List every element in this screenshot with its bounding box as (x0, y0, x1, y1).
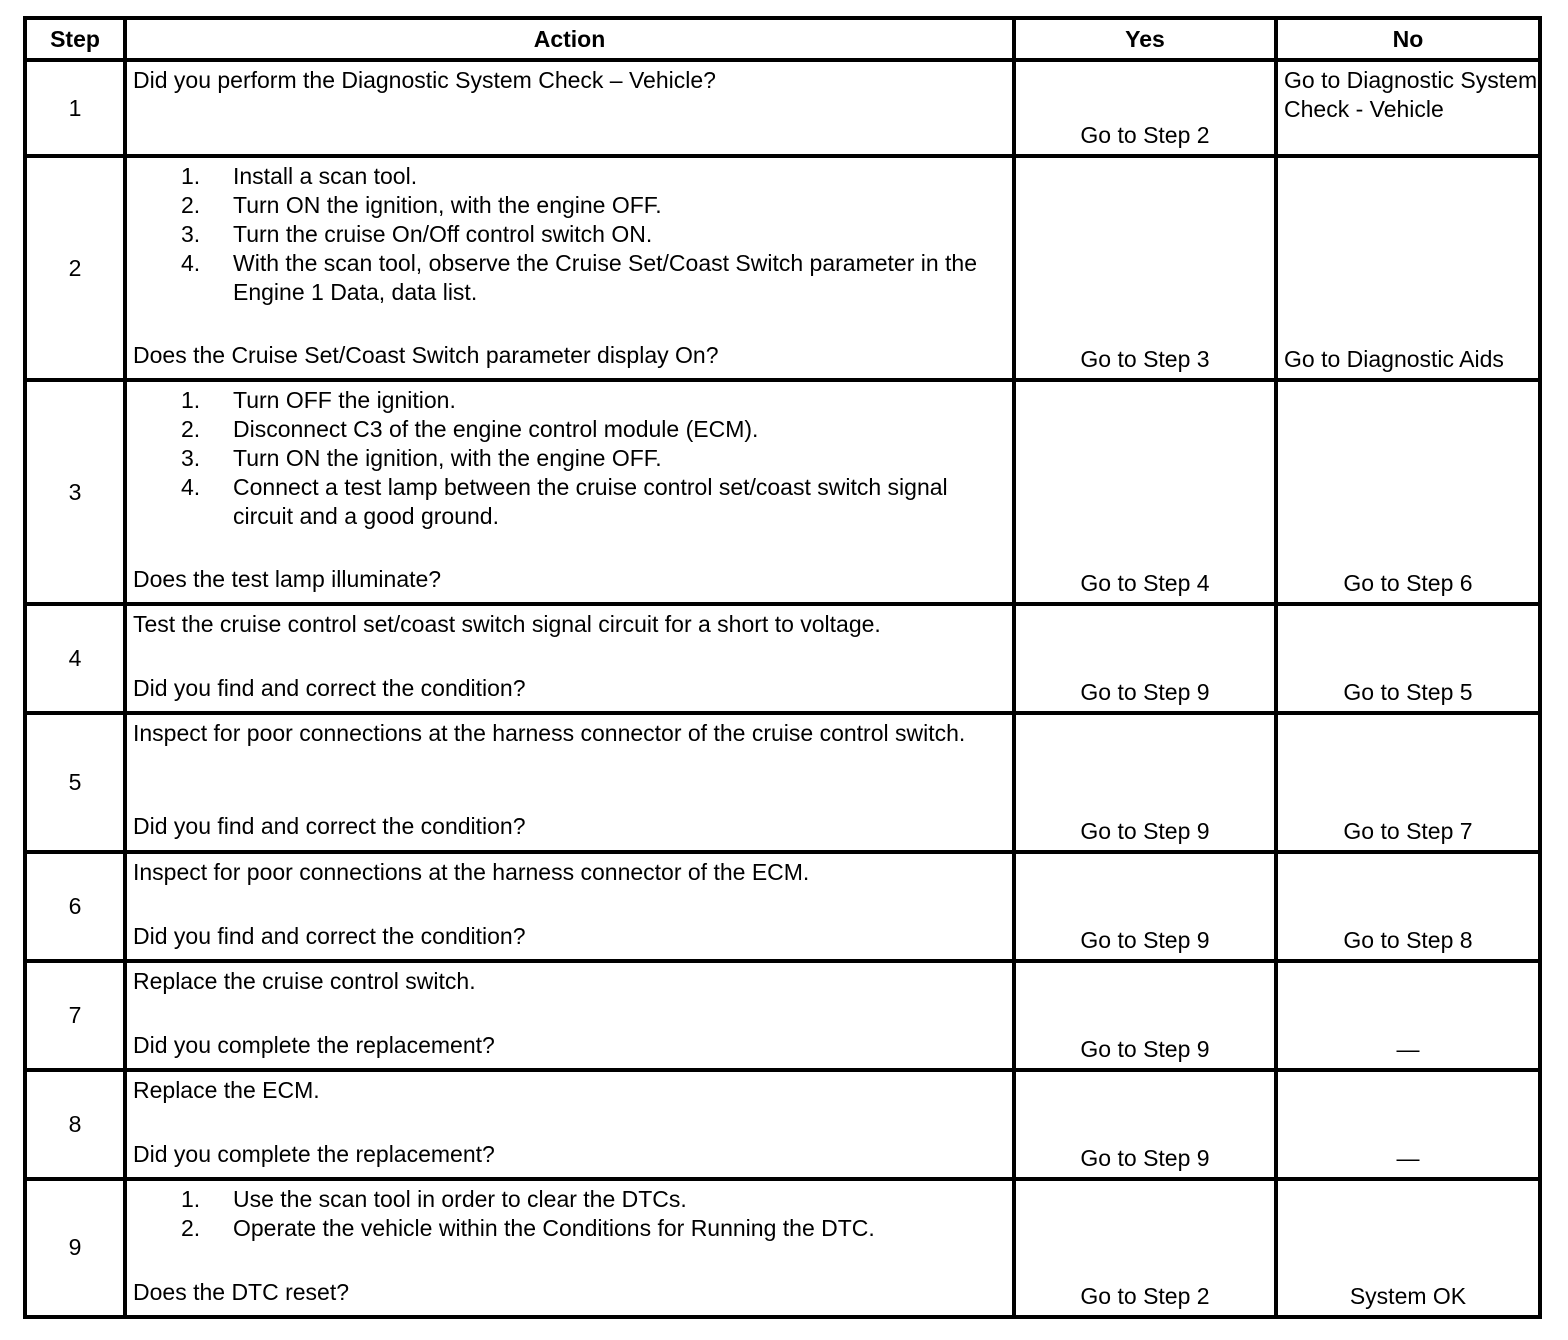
action-cell (125, 1179, 1014, 1317)
action-cell (125, 852, 1014, 961)
action-text: Inspect for poor connections at the harness connector of the ECM. (133, 858, 810, 885)
list-item-text: Connect a test lamp between the cruise control set/coast switch signal circuit and a good ground. (233, 474, 948, 530)
no-cell: Go to Step 7 (1276, 713, 1540, 851)
yes-cell: Go to Step 2 (1014, 1179, 1276, 1317)
action-text: Replace the ECM. (133, 1076, 320, 1103)
action-steps-list (133, 386, 1006, 531)
step-number: 8 (25, 1070, 125, 1179)
yes-cell: Go to Step 9 (1014, 1070, 1276, 1179)
action-body (133, 719, 1006, 748)
no-cell: System OK (1276, 1179, 1540, 1317)
table-row (25, 604, 1540, 713)
list-item-number: 1. (181, 1185, 201, 1212)
action-body (133, 858, 1006, 887)
list-item (133, 1214, 1006, 1243)
action-body (133, 162, 1006, 307)
action-question: Did you find and correct the condition? (133, 922, 526, 949)
no-cell: Go to Diagnostic Aids (1276, 156, 1540, 380)
action-body (133, 1076, 1006, 1105)
table-row (25, 713, 1540, 851)
action-body (133, 967, 1006, 996)
list-item-number: 1. (181, 387, 201, 414)
action-question: Did you find and correct the condition? (133, 813, 526, 840)
action-body (133, 386, 1006, 531)
yes-cell: Go to Step 9 (1014, 713, 1276, 851)
list-item-text: Turn ON the ignition, with the engine OFF. (233, 192, 662, 219)
step-number: 5 (25, 713, 125, 851)
list-item-text: Operate the vehicle within the Conditions for Running the DTC. (233, 1214, 875, 1241)
action-cell (125, 961, 1014, 1070)
list-item (133, 191, 1006, 220)
action-text: Replace the cruise control switch. (133, 967, 476, 994)
list-item-text: Install a scan tool. (233, 163, 418, 190)
action-content (133, 66, 1006, 146)
table-row (25, 1179, 1540, 1317)
action-question: Does the DTC reset? (133, 1278, 350, 1305)
list-item-number: 1. (181, 163, 201, 190)
list-item-text: With the scan tool, observe the Cruise Set/Coast Switch parameter in the Engine 1 Data, data list. (233, 250, 978, 306)
table-row (25, 961, 1540, 1070)
action-body (133, 610, 1006, 639)
yes-cell: Go to Step 9 (1014, 852, 1276, 961)
action-content (133, 719, 1006, 841)
action-steps-list (133, 162, 1006, 307)
list-item (133, 249, 1006, 307)
list-item-number: 3. (181, 221, 201, 248)
action-question: Did you find and correct the condition? (133, 675, 526, 702)
diagnostic-table (23, 16, 1542, 1319)
yes-cell: Go to Step 9 (1014, 961, 1276, 1070)
table-row (25, 852, 1540, 961)
no-cell: Go to Diagnostic System Check - Vehicle (1276, 60, 1540, 156)
table-row (25, 380, 1540, 604)
list-item (133, 220, 1006, 249)
action-content (133, 610, 1006, 703)
list-item (133, 473, 1006, 531)
action-question: Did you complete the replacement? (133, 1140, 495, 1167)
list-item (133, 444, 1006, 473)
action-body (133, 66, 1006, 95)
table-row (25, 60, 1540, 156)
action-question: Does the test lamp illuminate? (133, 566, 442, 593)
action-text: Did you perform the Diagnostic System Check – Vehicle? (133, 67, 716, 93)
action-cell (125, 604, 1014, 713)
list-item-text: Turn OFF the ignition. (233, 387, 456, 414)
list-item (133, 415, 1006, 444)
list-item-text: Turn the cruise On/Off control switch ON. (233, 221, 653, 248)
header-step: Step (25, 18, 125, 60)
action-content (133, 386, 1006, 594)
header-yes: Yes (1014, 18, 1276, 60)
list-item-number: 2. (181, 192, 201, 219)
table-row (25, 1070, 1540, 1179)
action-content (133, 967, 1006, 1060)
action-cell (125, 380, 1014, 604)
list-item-number: 2. (181, 416, 201, 443)
no-cell: — (1276, 961, 1540, 1070)
step-number: 2 (25, 156, 125, 380)
yes-cell: Go to Step 4 (1014, 380, 1276, 604)
action-cell (125, 1070, 1014, 1179)
header-row (25, 18, 1540, 60)
action-question: Does the Cruise Set/Coast Switch parameter display On? (133, 342, 719, 369)
yes-cell: Go to Step 3 (1014, 156, 1276, 380)
list-item-number: 2. (181, 1214, 201, 1241)
list-item-text: Use the scan tool in order to clear the DTCs. (233, 1185, 687, 1212)
action-content (133, 162, 1006, 370)
list-item (133, 162, 1006, 191)
step-number: 1 (25, 60, 125, 156)
step-number: 3 (25, 380, 125, 604)
list-item-number: 4. (181, 250, 201, 277)
list-item (133, 1185, 1006, 1214)
list-item (133, 386, 1006, 415)
action-cell (125, 713, 1014, 851)
action-steps-list (133, 1185, 1006, 1243)
action-text: Test the cruise control set/coast switch signal circuit for a short to voltage. (133, 611, 881, 638)
header-action: Action (125, 18, 1014, 60)
step-number: 9 (25, 1179, 125, 1317)
list-item-text: Turn ON the ignition, with the engine OFF. (233, 445, 662, 472)
action-question: Did you complete the replacement? (133, 1031, 495, 1058)
action-content (133, 1076, 1006, 1169)
list-item-number: 4. (181, 474, 201, 501)
action-body (133, 1185, 1006, 1243)
list-item-text: Disconnect C3 of the engine control module (ECM). (233, 416, 759, 443)
no-cell: — (1276, 1070, 1540, 1179)
step-number: 4 (25, 604, 125, 713)
table-row (25, 156, 1540, 380)
step-number: 7 (25, 961, 125, 1070)
yes-cell: Go to Step 2 (1014, 60, 1276, 156)
list-item-number: 3. (181, 445, 201, 472)
yes-cell: Go to Step 9 (1014, 604, 1276, 713)
action-cell (125, 156, 1014, 380)
no-cell: Go to Step 6 (1276, 380, 1540, 604)
table-body (25, 60, 1540, 1317)
no-cell: Go to Step 8 (1276, 852, 1540, 961)
step-number: 6 (25, 852, 125, 961)
no-cell: Go to Step 5 (1276, 604, 1540, 713)
header-no: No (1276, 18, 1540, 60)
action-content (133, 858, 1006, 951)
action-cell (125, 60, 1014, 156)
action-content (133, 1185, 1006, 1307)
action-text: Inspect for poor connections at the harness connector of the cruise control switch. (133, 720, 966, 747)
